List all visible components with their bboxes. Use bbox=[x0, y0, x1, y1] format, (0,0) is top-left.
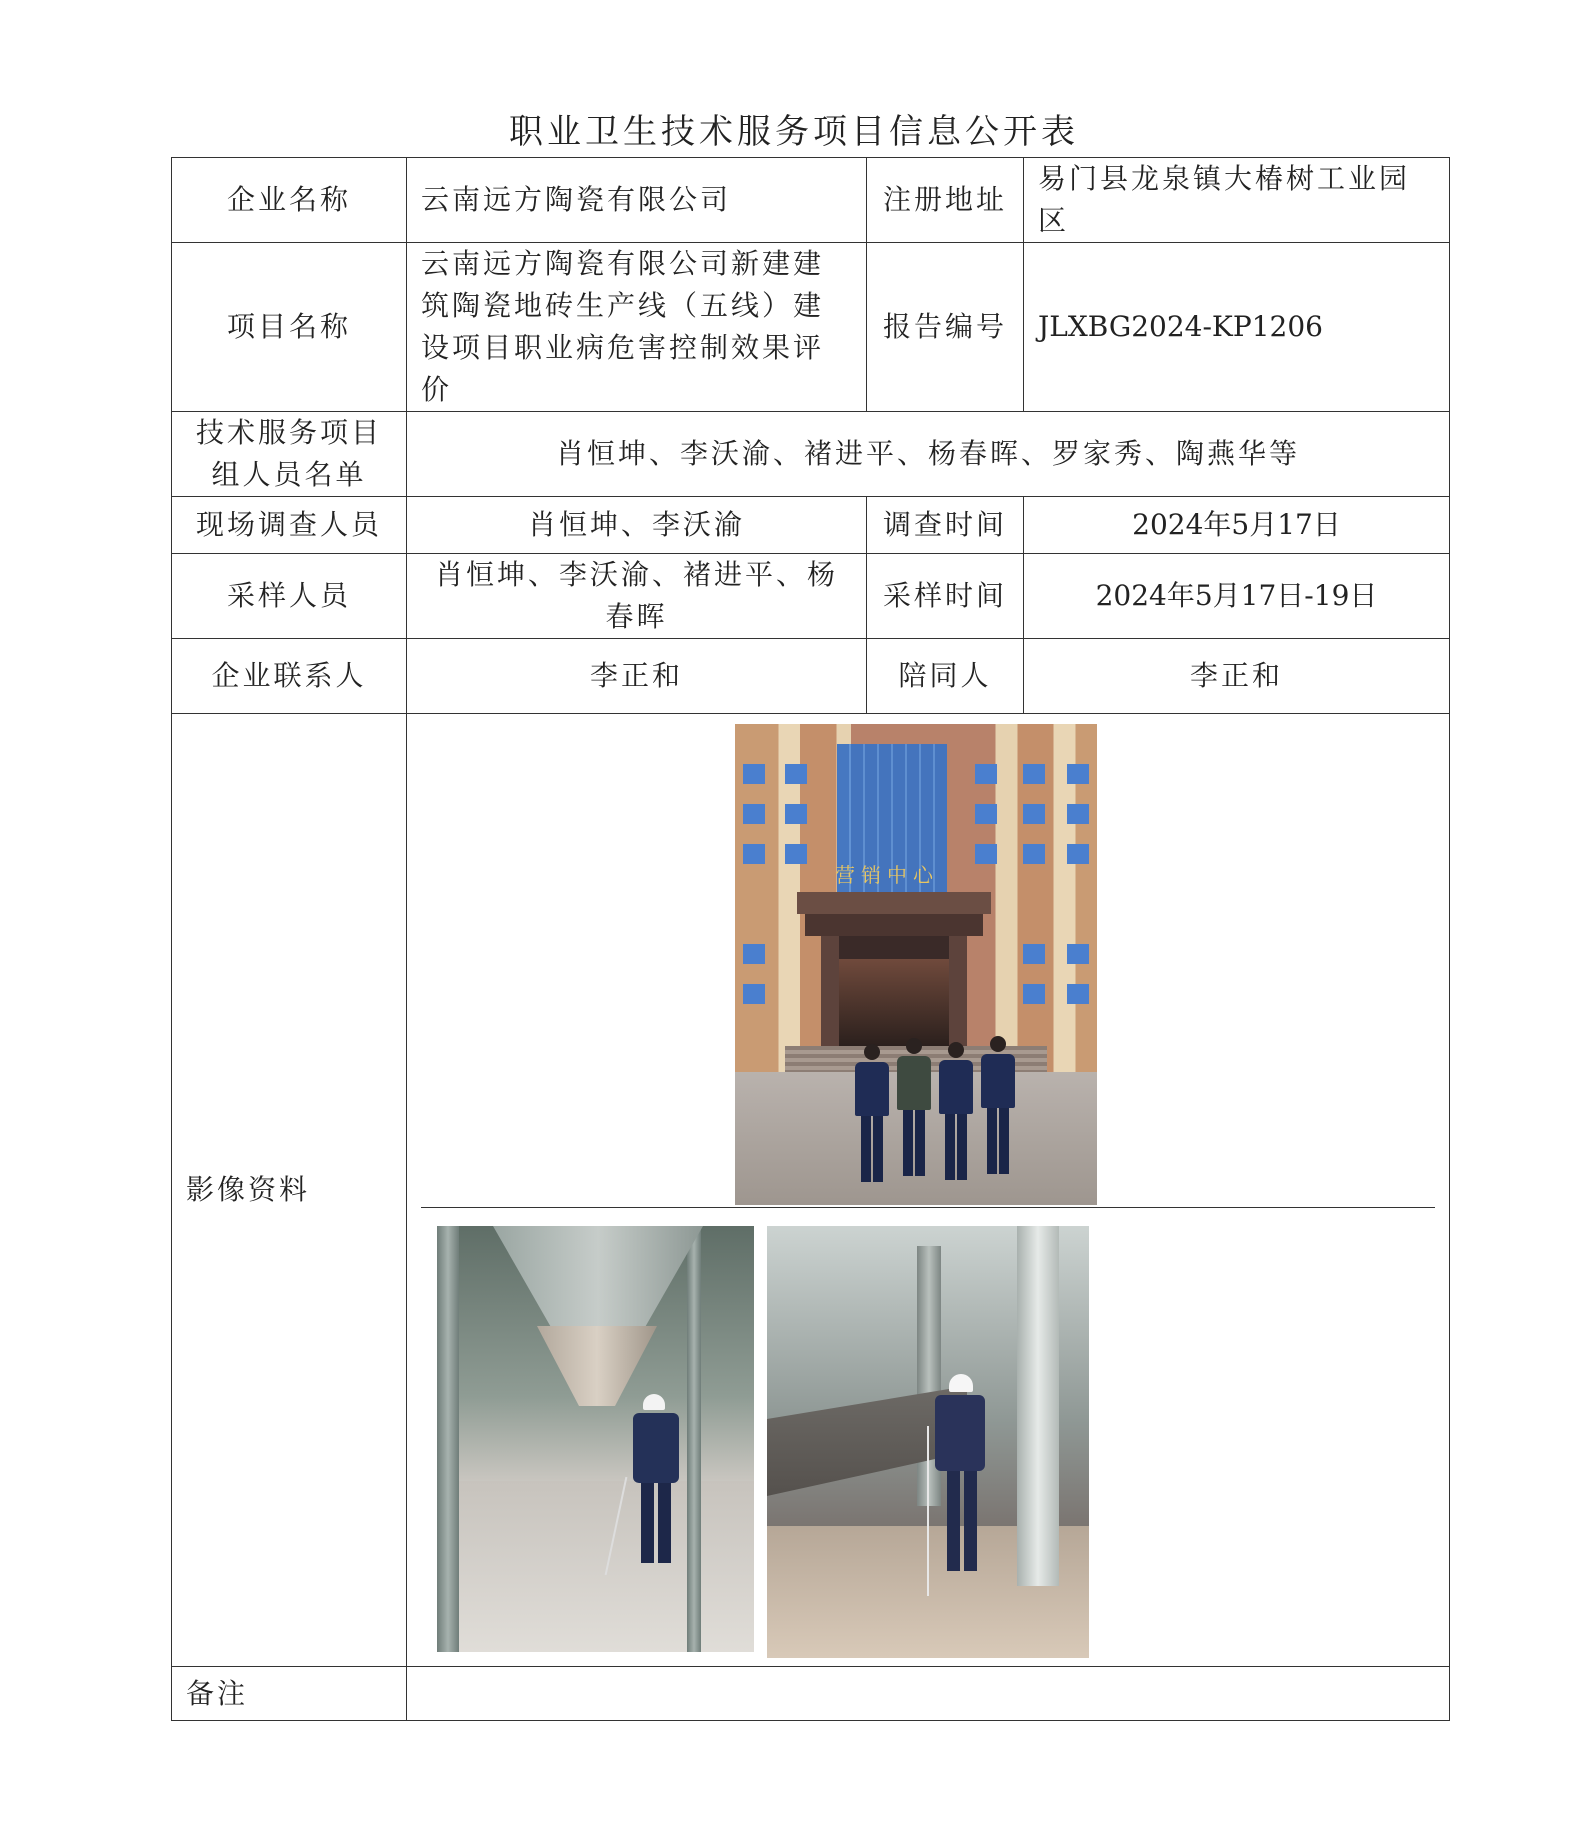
silo-sampling-photo bbox=[437, 1226, 754, 1652]
sampling-staff-value: 肖恒坤、李沃渝、褚进平、杨春晖 bbox=[407, 554, 867, 639]
contact-label: 企业联系人 bbox=[172, 639, 407, 714]
report-no-value: JLXBG2024-KP1206 bbox=[1024, 243, 1450, 412]
remarks-value bbox=[407, 1667, 1450, 1721]
team-value: 肖恒坤、李沃渝、褚进平、杨春晖、罗家秀、陶燕华等 bbox=[407, 412, 1450, 497]
survey-time-value: 2024年5月17日 bbox=[1024, 497, 1450, 554]
company-name-label: 企业名称 bbox=[172, 158, 407, 243]
report-no-label: 报告编号 bbox=[867, 243, 1024, 412]
project-name-value: 云南远方陶瓷有限公司新建建筑陶瓷地砖生产线（五线）建设项目职业病危害控制效果评价 bbox=[407, 243, 867, 412]
survey-staff-label: 现场调查人员 bbox=[172, 497, 407, 554]
team-label: 技术服务项目组人员名单 bbox=[172, 412, 407, 497]
info-table bbox=[171, 157, 1450, 1721]
sampling-staff-label: 采样人员 bbox=[172, 554, 407, 639]
companion-label: 陪同人 bbox=[867, 639, 1024, 714]
address-value: 易门县龙泉镇大椿树工业园区 bbox=[1024, 158, 1450, 243]
sampling-time-value: 2024年5月17日-19日 bbox=[1024, 554, 1450, 639]
page-title: 职业卫生技术服务项目信息公开表 bbox=[509, 112, 1079, 152]
sampling-time-label: 采样时间 bbox=[867, 554, 1024, 639]
machinery-sampling-photo bbox=[767, 1226, 1089, 1658]
contact-value: 李正和 bbox=[407, 639, 867, 714]
company-name-value: 云南远方陶瓷有限公司 bbox=[407, 158, 867, 243]
survey-time-label: 调查时间 bbox=[867, 497, 1024, 554]
photo-sign-cn: 营销中心 bbox=[835, 863, 939, 887]
building-photo bbox=[735, 724, 1097, 1205]
photo-row-top bbox=[421, 714, 1435, 1208]
photo-row-bottom bbox=[421, 1208, 1435, 1666]
survey-staff-value: 肖恒坤、李沃渝 bbox=[407, 497, 867, 554]
remarks-label: 备注 bbox=[172, 1667, 407, 1721]
address-label: 注册地址 bbox=[867, 158, 1024, 243]
companion-value: 李正和 bbox=[1024, 639, 1450, 714]
images-label: 影像资料 bbox=[172, 714, 407, 1667]
project-name-label: 项目名称 bbox=[172, 243, 407, 412]
images-cell bbox=[407, 714, 1450, 1667]
